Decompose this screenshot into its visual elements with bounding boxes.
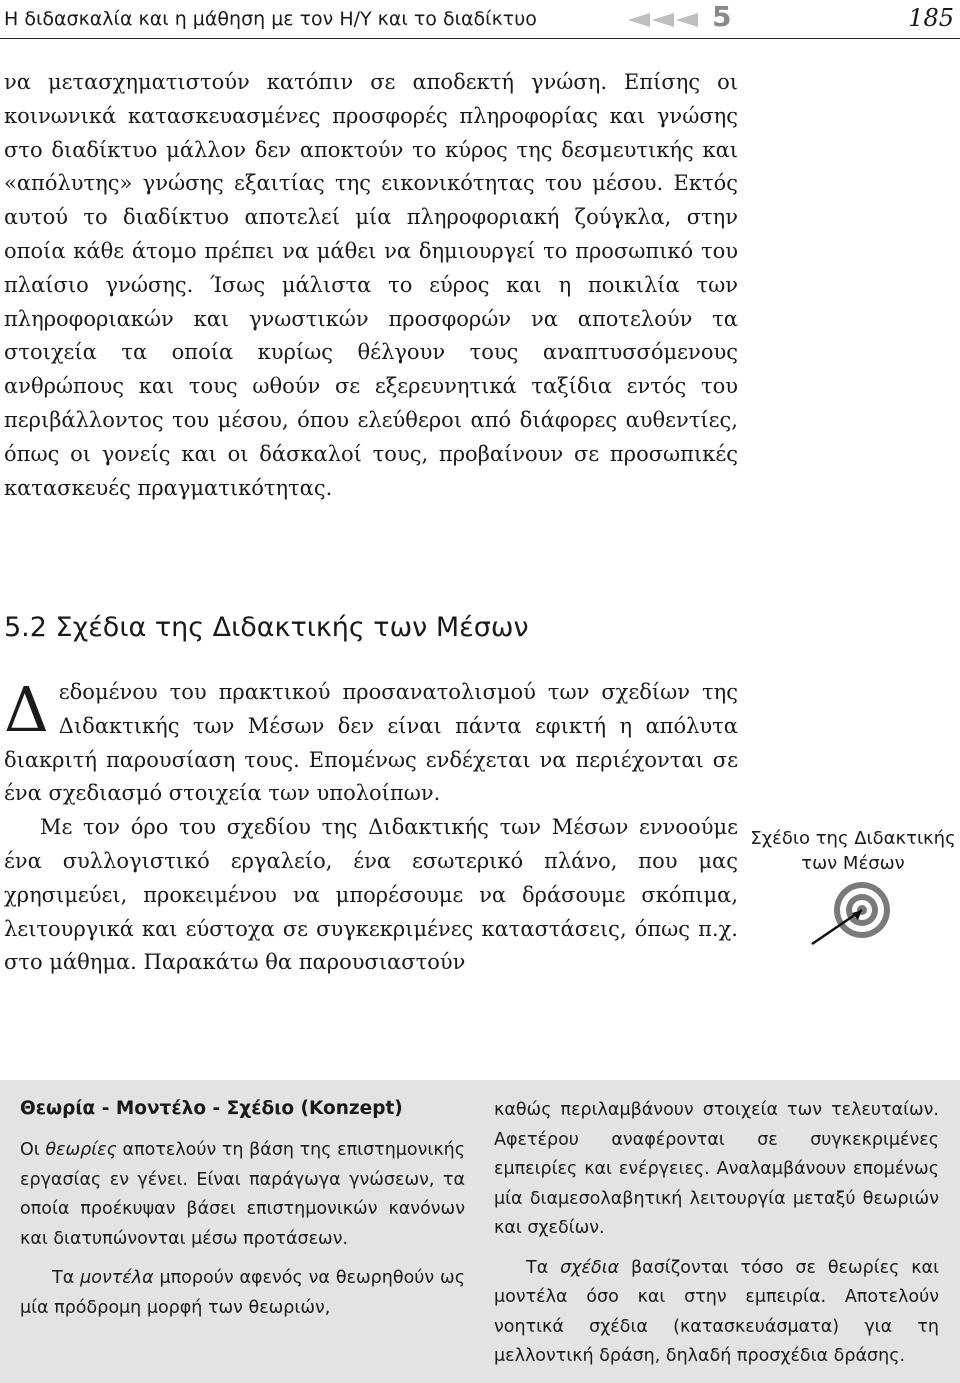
- box-term-plans: σχέδια: [560, 1257, 620, 1278]
- page-number: 185: [908, 4, 954, 32]
- intro-paragraph: να μετασχηματιστούν κατόπιν σε αποδεκτή γνώση. Επίσης οι κοινωνικά κατασκευασμένες προσφορές πληροφορίας και γνώσης στο διαδίκτυο μάλλον δεν αποκτούν το κύρος της δεσμευτικής και «απόλυτης» γνώσης εξαιτίας της εικονικότητας του μέσου. Εκτός αυτού το διαδίκτυο αποτελεί μία πληροφοριακή ζούγκλα, στην οποία κάθε άτομο πρέπει να μάθει να δημιουργεί το προσωπικό του πλαίσιο γνώσης. Ίσως μάλιστα το εύρος και η ποικιλία των πληροφοριακών και γνωστικών προσφορών να αποτελούν τα στοιχεία τα οποία κυρίως θέλγουν τους αναπτυσσόμενους ανθρώπους και τους ωθούν σε εξερευνητικά ταξίδια εντός του περιβάλλοντος του μέσου, όπου ελεύθεροι από διάφορες αυθεντίες, όπως οι γονείς και οι δάσκαλοί τους, προβαίνουν σε προσωπικές κατασκευές πραγματικότητας.: [4, 70, 738, 500]
- section-body: [4, 673, 738, 980]
- box-paragraph-theories: [20, 1136, 465, 1254]
- running-title: Η διδασκαλία και η μάθηση με τον Η/Υ και το διαδίκτυο: [4, 8, 537, 30]
- margin-note-line-2: των Μέσων: [801, 853, 905, 874]
- box-paragraph-plans: [494, 1254, 939, 1372]
- box-text: βασίζονται τόσο σε θεωρίες και μοντέλα όσο και στην εμπειρία. Αποτελούν νοητικά σχέδια (κατασκευάσματα) για τη μελλοντική δράση, δηλαδή προσχέδια δράσης.: [494, 1257, 940, 1366]
- section-title: [4, 612, 529, 643]
- chapter-number: 5: [712, 0, 732, 33]
- box-column-left: [20, 1096, 465, 1323]
- section-paragraph-2: Με τον όρο του σχεδίου της Διδακτικής των Μέσων εννοούμε ένα συλλογιστικό εργαλείο, ένα εσωτερικό πλάνο, που μας χρησιμεύει, προκειμένου να μπορέσουμε να δράσουμε σκόπιμα, λειτουργικά και εύστοχα σε συγκεκριμένες καταστάσεις, όπως π.χ. στο μάθημα. Παρακάτω θα παρουσιαστούν: [4, 815, 738, 975]
- section-paragraph-1-text: εδομένου του πρακτικού προσανατολισμού των σχεδίων της Διδακτικής των Μέσων δεν είναι πάντα εφικτή η απόλυτα διακριτή παρουσίαση τους. Επομένως ενδέχεται να περιέχονται σε ένα σχεδιασμό στοιχεία των υπολοίπων.: [4, 680, 738, 806]
- page-header: [0, 0, 960, 40]
- intro-text: [4, 66, 738, 505]
- box-text: αποτελούν τη βάση της επιστημονικής εργασίας εν γένει. Είναι παράγωγα γνώσεων, τα οποία προέκυψαν βάσει επιστημονικών κανόνων και διατυπώνονται μέσω προτάσεων.: [20, 1140, 466, 1249]
- section-title-text: Σχέδια της Διδακτικής των Μέσων: [55, 612, 529, 643]
- margin-note-line-1: Σχέδιο της Διδακτικής: [750, 828, 956, 849]
- dropcap: Δ: [4, 673, 49, 746]
- box-text: Τα: [52, 1268, 81, 1288]
- section-number: 5.2: [4, 612, 47, 643]
- box-text: Τα: [526, 1257, 561, 1278]
- margin-note: [746, 826, 960, 876]
- section-paragraph-1: [4, 673, 738, 811]
- definition-box: [0, 1080, 960, 1383]
- box-term-models: μοντέλα: [80, 1268, 154, 1288]
- box-term-theories: θεωρίες: [45, 1140, 117, 1160]
- box-column-right: [494, 1096, 939, 1372]
- box-text: μπορούν αφενός να θεωρηθούν ως μία πρόδρομη μορφή των θεωριών,: [20, 1268, 465, 1318]
- box-text: Οι: [20, 1140, 46, 1160]
- box-paragraph-models: [20, 1264, 465, 1323]
- target-icon: [806, 880, 896, 950]
- box-heading: Θεωρία - Μοντέλο - Σχέδιο (Konzept): [20, 1098, 403, 1119]
- chapter-arrows-icon: [628, 10, 708, 30]
- box-paragraph-models-cont: καθώς περιλαμβάνουν στοιχεία των τελευταίων. Αφετέρου αναφέρονται σε συγκεκριμένες εμπειρίες και ενέργειες. Αναλαμβάνουν επομένως μία διαμεσολαβητική λειτουργία μεταξύ θεωριών και σχεδίων.: [494, 1100, 939, 1238]
- header-rule: [0, 38, 960, 39]
